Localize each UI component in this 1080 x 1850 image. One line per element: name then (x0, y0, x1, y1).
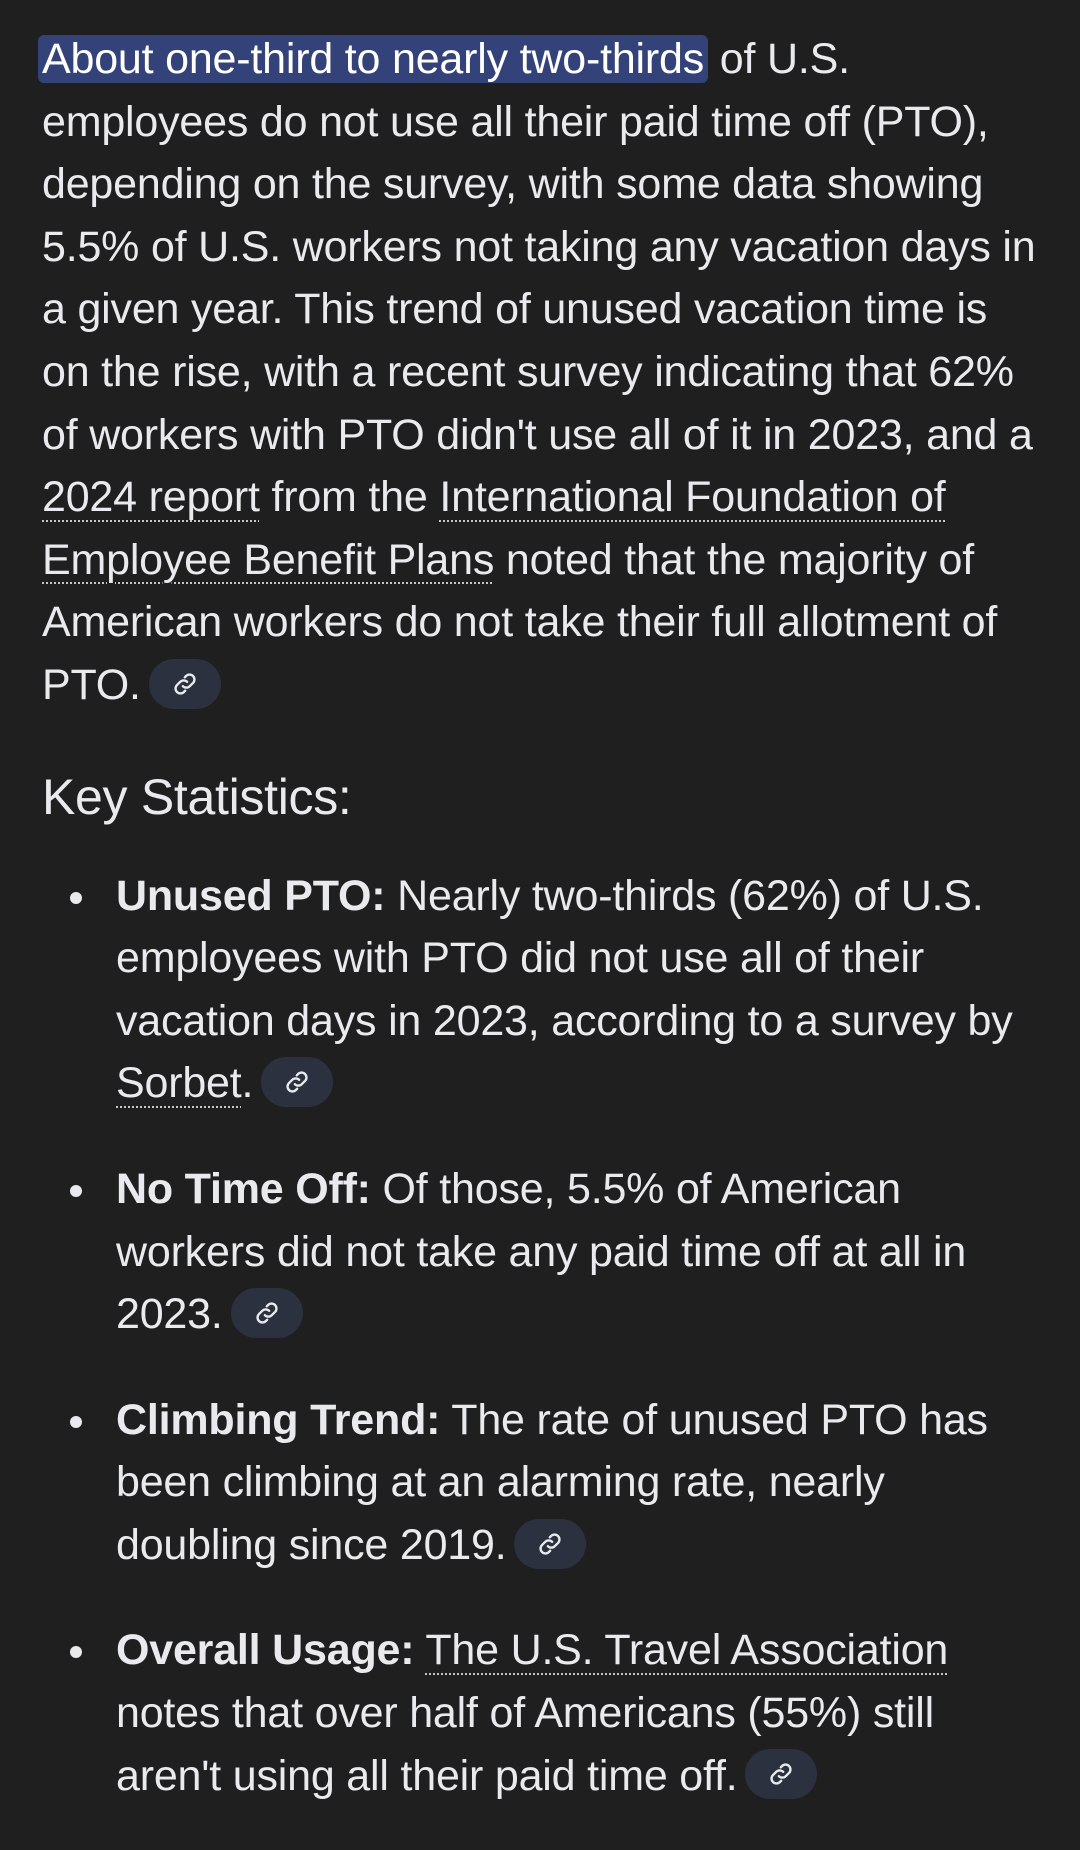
source-link-button[interactable] (149, 659, 221, 709)
source-link-button[interactable] (231, 1288, 303, 1338)
stat-label: Unused PTO: (116, 871, 386, 920)
stat-text: The rate of unused PTO has been climbing at an alarming rate, nearly doubling since 2019. (116, 1395, 988, 1569)
highlighted-phrase[interactable]: About one-third to nearly two-thirds (38, 35, 708, 83)
link-icon (768, 1761, 794, 1787)
intro-text-3: noted that the majority of American workers do not take their full allotment of PTO. (42, 535, 998, 709)
intro-text-2: from the (259, 473, 440, 522)
link-icon (537, 1531, 563, 1557)
source-link-button[interactable] (261, 1057, 333, 1107)
list-item (42, 1158, 1040, 1346)
section-heading: Key Statistics: (42, 768, 352, 825)
link-2024-report[interactable]: 2024 report (42, 473, 260, 522)
intro-text-1: of U.S. employees do not use all their paid time off (PTO), depending on the survey, with some data showing 5.5% of U.S. workers not taking any vacation days in a given year. This trend of unused vacation time is on the rise, with a recent survey indicating that 62% of workers with PTO didn't use all of it in 2023, and a (42, 35, 1036, 459)
stat-label: Climbing Trend: (116, 1395, 441, 1444)
list-item (42, 1619, 1040, 1807)
bullet-icon (70, 1646, 82, 1658)
source-link-button[interactable] (745, 1749, 817, 1799)
bullet-icon (70, 1416, 82, 1428)
intro-paragraph (42, 28, 1040, 717)
bullet-icon (70, 892, 82, 904)
stat-text: Of those, 5.5% of American workers did not take any paid time off at all in 2023. (116, 1164, 967, 1339)
list-item (42, 1389, 1040, 1577)
link-icon (172, 671, 198, 697)
stat-label: Overall Usage: (116, 1626, 415, 1675)
stat-tail: . (241, 1059, 254, 1108)
stat-label: No Time Off: (116, 1164, 371, 1213)
link-ifebp[interactable]: International Foundation of Employee Benefit Plans (42, 473, 946, 584)
link-us-travel-association[interactable]: The U.S. Travel Association (425, 1626, 949, 1675)
link-icon (254, 1300, 280, 1326)
statistics-list (42, 865, 1040, 1808)
link-sorbet[interactable]: Sorbet (116, 1059, 242, 1108)
list-item (42, 865, 1040, 1115)
link-icon (284, 1069, 310, 1095)
stat-text: Nearly two-thirds (62%) of U.S. employees with PTO did not use all of their vacation days in 2023, according to a survey by (116, 871, 1013, 1045)
bullet-icon (70, 1185, 82, 1197)
source-link-button[interactable] (514, 1519, 586, 1569)
response-content (42, 28, 1040, 1850)
stat-text: notes that over half of Americans (55%) still aren't using all their paid time off. (116, 1689, 934, 1800)
